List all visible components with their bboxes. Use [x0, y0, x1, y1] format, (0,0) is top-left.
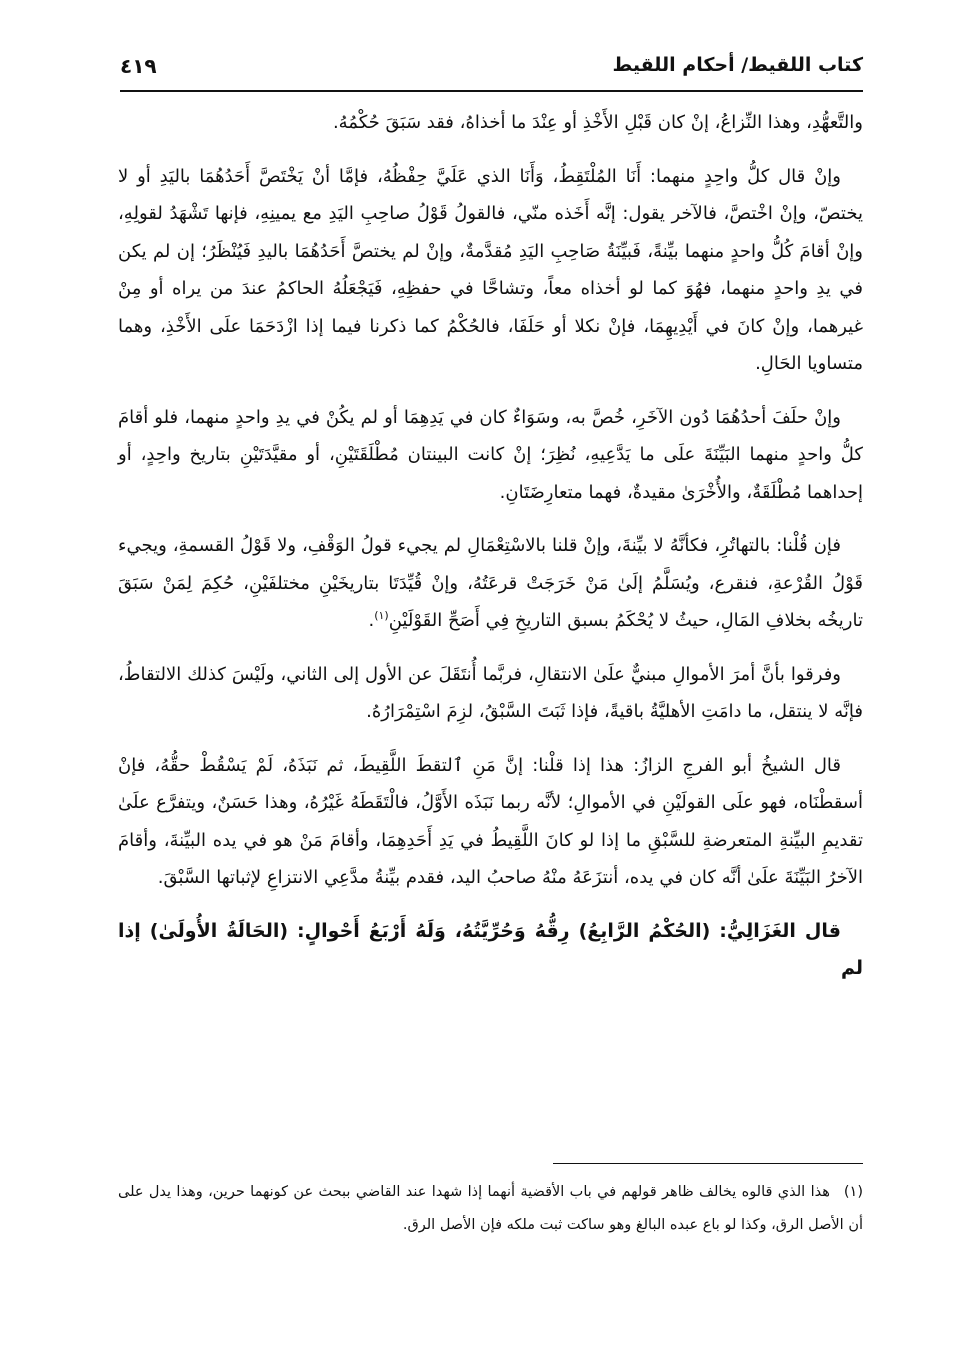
- footnote: [118, 1176, 863, 1242]
- paragraph: وفرقوا بأنَّ أمرَ الأموالِ مبنيٌّ علَىٰ الانتقالِ، فربَّما أُنتَقَلَ عن الأول إلى الثاني، ولَيْسَ كذلك الالتقاطُ، فإنَّه لا ينتقل، ما دامَتِ الأهليَّةُ باقيةً، فإذا ثَبَتَ السَّبْقُ، لزِمَ اسْتِمْرَارُهُ.: [118, 663, 863, 722]
- paragraph: فإن قُلْنا: بالتهاتُرِ، فكأنَّهُ لا بيِّنةَ، وإنْ قلنا بالاسْتِعْمَالِ لم يجيء قولُ الوَقْفِ، ولا قَوْلُ القسمةِ، ويجيء قَوْلُ القُرْعةِ، فنقرع، ويُسَلَّمُ إلَىٰ مَنْ خَرَجَتْ قرعَتُهُ، وإنْ قُيِّدَتَا بتاريخَيْنِ مختلفَيْنِ، حُكِمَ لِمَنْ سَبَقَ تاريخُه بخلافِ المَالِ، حيثُ لا يُحْكَمُ بسبق التاريخِ فِي أَصَحِّ القَوْلَيْنِ$^{(١)}$.: [118, 535, 863, 631]
- page-number: ٤١٩: [120, 54, 157, 78]
- page-header: [120, 40, 863, 88]
- footnote-text: هذا الذي قالوه يخالف ظاهر قولهم في باب الأقضية أنهما إذا شهدا عند القاضي ببحث عن كونهما حرين، وهذا يدل على أن الأصل الرق، وكذا لو باع عبده البالغ وهو ساكت ثبت ملكه فإن الأصل الرق.: [118, 1184, 863, 1233]
- footnote-reference[interactable]: (١): [374, 609, 389, 622]
- footnote-divider: [553, 1163, 863, 1164]
- footnotes: [118, 1176, 863, 1242]
- running-title: كتاب اللقيط/ أحكام اللقيط: [612, 54, 863, 76]
- header-divider: [120, 90, 863, 92]
- main-text: [118, 104, 863, 1004]
- paragraph: وإنْ حلَفَ أحدُهُمَا دُون الآخَرِ، خُصَّ به، وسَوَاءٌ كان في يَدِهِمَا أو لم يكُنْ في يدِ واحدٍ منهما، فلو أقامَ كلُّ واحدٍ منهما البَيِّنَةَ علَى ما يَدَّعِيهِ، نُظِرَ؛ إنْ كانت البينتان مُطْلَقَتَيْنِ، أو مقيَّدَتَيْنِ بتاريخ واحِدٍ، أو إحداهما مُطْلَقَةٌ، والأُخْرَىٰ مقيدةٌ، فهما متعارِضَتَانِ.: [118, 406, 863, 503]
- paragraph: وإنْ قال كلُّ واحِدٍ منهما: أَنَا المُلْتَقِطُ، وَأَنَا الذي عَلَيَّ حِفْظُهُ، فإمَّا أنْ يَخْتَصَّ أَحَدُهُمَا باليَدِ أو لا يختصّ، وإنْ اخْتصَّ، فالآخر يقول: إنَّه أَخَذه منّي، فالقولُ قَوْلُ صاحِبِ اليَدِ مع يمينِهِ، فإنها تَشْهَدُ لقولِهِ، وإنْ أقامَ كُلُّ واحدٍ منهما بيِّنةً، فَبيِّنَةُ صَاحِبِ اليَدِ مُقدَّمةٌ، وإنْ لم يختصَّ أَحَدُهُمَا باليدِ فَيُنْظَرُ؛ إن لم يكن في يدِ واحدٍ منهما، فهُوَ كما لو أخذاه معاً، وتشاحَّا في حفظِهِ، فَيَجْعَلُهُ الحاكمُ عندَ من يراه أو مِنْ غيرهما، وإنْ كانَ في أَيْدِيهِمَا، فإنْ نكلا أو حَلَفَا، فالحُكْمُ كما ذكرنا فيما إذا ازْدَحَمَا علَى الأَخْذِ، وهما متساويا الحَالِ.: [118, 165, 863, 374]
- paragraph-text: فإن قُلْنا: بالتهاتُرِ، فكأنَّهُ لا بيِّنةَ، وإنْ قلنا بالاسْتِعْمَالِ لم يجيء قولُ الوَقْفِ، ولا قَوْلُ القسمةِ، ويجيء قَوْلُ القُرْعةِ، فنقرع، ويُسَلَّمُ إلَىٰ مَنْ خَرَجَتْ قرعَتُهُ، وإنْ قُيِّدَتَا بتاريخَيْنِ مختلفَيْنِ، حُكِمَ لِمَنْ سَبَقَ تاريخُه بخلافِ المَالِ، حيثُ لا يُحْكَمُ بسبق التاريخِ فِي أَصَحِّ القَوْلَيْنِ: [118, 535, 863, 631]
- ghazali-quote: قال الغَزَالِيُّ: (الحُكْمُ الرَّابِعُ) رِقُّهُ وَحُرِّيَّتُهُ، وَلَهُ أَرْبَعُ أَحْوالٍ: (الحَالَةُ الأُولَىٰ) إذا لم: [118, 919, 863, 979]
- footnote-number: (١): [843, 1184, 863, 1200]
- paragraph: والتَّعهُّدِ، وهذا النِّزاعُ، إنْ كان قَبْلِ الأَخْذِ أو عِنْدَ ما أخذاهُ، فقد سَبَقَ حُكْمُهُ.: [332, 112, 863, 133]
- paragraph: قال الشيخُ أبو الفرجِ الزازُ: هذا إذا قلْنا: إنَّ مَنِ ٱلتقطَ اللَّقِيطَ، ثم نَبَذَهُ، لَمْ يَسْقُطْ حقُّهُ، فإنْ أسقطْنَاه، فهو علَى القولَيْنِ في الأموالِ؛ لأنَّه ربما نَبَذَه الأَوَّلُ، فالْتَقَطَهُ غَيْرُهُ، وهذا حَسَنٌ، ويتفرَّع علَىٰ تقديمِ البيِّنةِ المتعرضةِ للسَّبْقِ ما إذا لو كانَ اللَّقِيطُ في يَدِ أَحَدِهِمَا، وأقامَ مَنْ هو في يده البيِّنةَ، وأقامَ الآخرُ البَيِّنَةَ علَىٰ أنَّه كان في يده، أنتزَعَهُ منْهُ صاحبُ اليد، فقدم بيِّنةُ مدَّعِي الانتزاعِ لإثباتها السَّبْقَ.: [118, 754, 863, 888]
